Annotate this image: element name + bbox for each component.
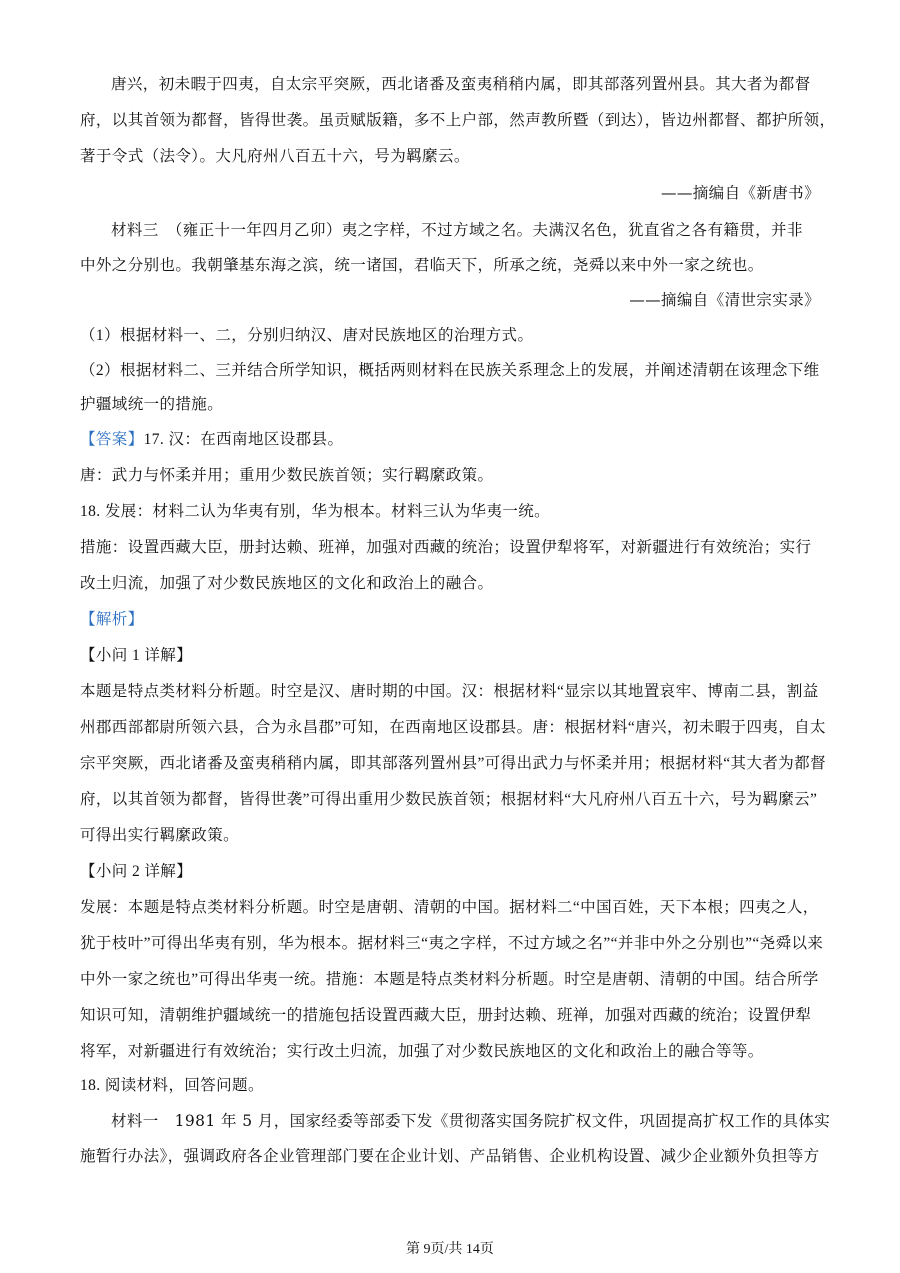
question-1: （1）根据材料一、二，分别归纳汉、唐对民族地区的治理方式。 — [80, 327, 534, 344]
analysis-tag: 【解析】 — [80, 611, 144, 628]
answer-line-2: 唐：武力与怀柔并用；重用少数民族首领；实行羁縻政策。 — [80, 467, 494, 484]
answer-line-3: 18. 发展：材料二认为华夷有别，华为根本。材料三认为华夷一统。 — [80, 503, 551, 520]
answer-line-5: 改土归流，加强了对少数民族地区的文化和政治上的融合。 — [80, 575, 494, 592]
sub1-line-3: 宗平突厥，西北诸番及蛮夷稍稍内属，即其部落列置州县”可得出武力与怀柔并用；根据材料“其大者为都督 — [80, 755, 826, 772]
sub2-line-3: 中外一家之统也”可得出华夷一统。措施：本题是特点类材料分析题。时空是唐朝、清朝的中国。结合所学 — [80, 971, 819, 988]
material3-line-1: 材料三 （雍正十一年四月乙卯）夷之字样，不过方域之名。夫满汉名色，犹直省之各有籍贯，并非 — [111, 221, 803, 239]
sub1-title: 【小问 1 详解】 — [80, 647, 193, 664]
material2-line-2: 府，以其首领为都督，皆得世袭。虽贡赋版籍，多不上户部，然声教所暨（到达），皆边州都督、都护所领， — [80, 111, 836, 129]
material2-source: ——摘编自《新唐书》 — [660, 184, 820, 202]
question-2-line-2: 护疆域统一的措施。 — [80, 396, 224, 413]
sub1-line-1: 本题是特点类材料分析题。时空是汉、唐时期的中国。汉：根据材料“显宗以其地置哀牢、博南二县，割益 — [80, 683, 819, 700]
sub1-line-5: 可得出实行羁縻政策。 — [80, 827, 240, 844]
sub2-line-1: 发展：本题是特点类材料分析题。时空是唐朝、清朝的中国。据材料二“中国百姓，天下本根；四夷之人， — [80, 899, 819, 916]
sub1-line-4: 府，以其首领为都督，皆得世袭”可得出重用少数民族首领；根据材料“大凡府州八百五十六，号为羁縻云” — [80, 791, 818, 808]
sub2-line-2: 犹于枝叶”可得出华夷有别，华为根本。据材料三“夷之字样，不过方域之名”“并非中外之分别也”“尧舜以来 — [80, 935, 824, 952]
question-18-title: 18. 阅读材料，回答问题。 — [80, 1077, 264, 1094]
sub1-line-2: 州郡西部都尉所领六县，合为永昌郡”可知，在西南地区设郡县。唐：根据材料“唐兴，初未暇于四夷，自太 — [80, 719, 826, 736]
material3-line-2: 中外之分别也。我朝肇基东海之滨，统一诸国，君临天下，所承之统，尧舜以来中外一家之统也。 — [80, 256, 764, 274]
q18-material1-line-2: 施暂行办法》，强调政府各企业管理部门要在企业计划、产品销售、企业机构设置、减少企业额外负担等方 — [80, 1147, 820, 1165]
material2-line-3: 著于令式（法令）。大凡府州八百五十六，号为羁縻云。 — [80, 147, 470, 165]
answer-line-4: 措施：设置西藏大臣，册封达赖、班禅，加强对西藏的统治；设置伊犁将军，对新疆进行有效统治；实行 — [80, 539, 812, 556]
sub2-line-4: 知识可知，清朝维护疆域统一的措施包括设置西藏大臣，册封达赖、班禅，加强对西藏的统治；设置伊犁 — [80, 1007, 812, 1024]
answer-17: 17. 汉：在西南地区设郡县。 — [143, 431, 344, 448]
answer-tag: 【答案】 — [80, 431, 144, 448]
page-number: 第 9页/共 14页 — [406, 1242, 494, 1257]
material2-line-1: 唐兴，初未暇于四夷，自太宗平突厥，西北诸番及蛮夷稍稍内属，即其部落列置州县。其大者为都督 — [111, 75, 811, 93]
answer-line-1 — [80, 422, 820, 458]
sub2-line-5: 将军，对新疆进行有效统治；实行改土归流，加强了对少数民族地区的文化和政治上的融合等等。 — [80, 1043, 764, 1060]
material3-source: ——摘编自《清世宗实录》 — [629, 291, 820, 309]
sub2-title: 【小问 2 详解】 — [80, 863, 193, 880]
question-2-line-1: （2）根据材料二、三并结合所学知识，概括两则材料在民族关系理念上的发展，并阐述清朝在该理念下维 — [80, 362, 820, 379]
q18-material1-line-1: 材料一 1981 年 5 月，国家经委等部委下发《贯彻落实国务院扩权文件，巩固提高扩权工作的具体实 — [111, 1112, 831, 1130]
